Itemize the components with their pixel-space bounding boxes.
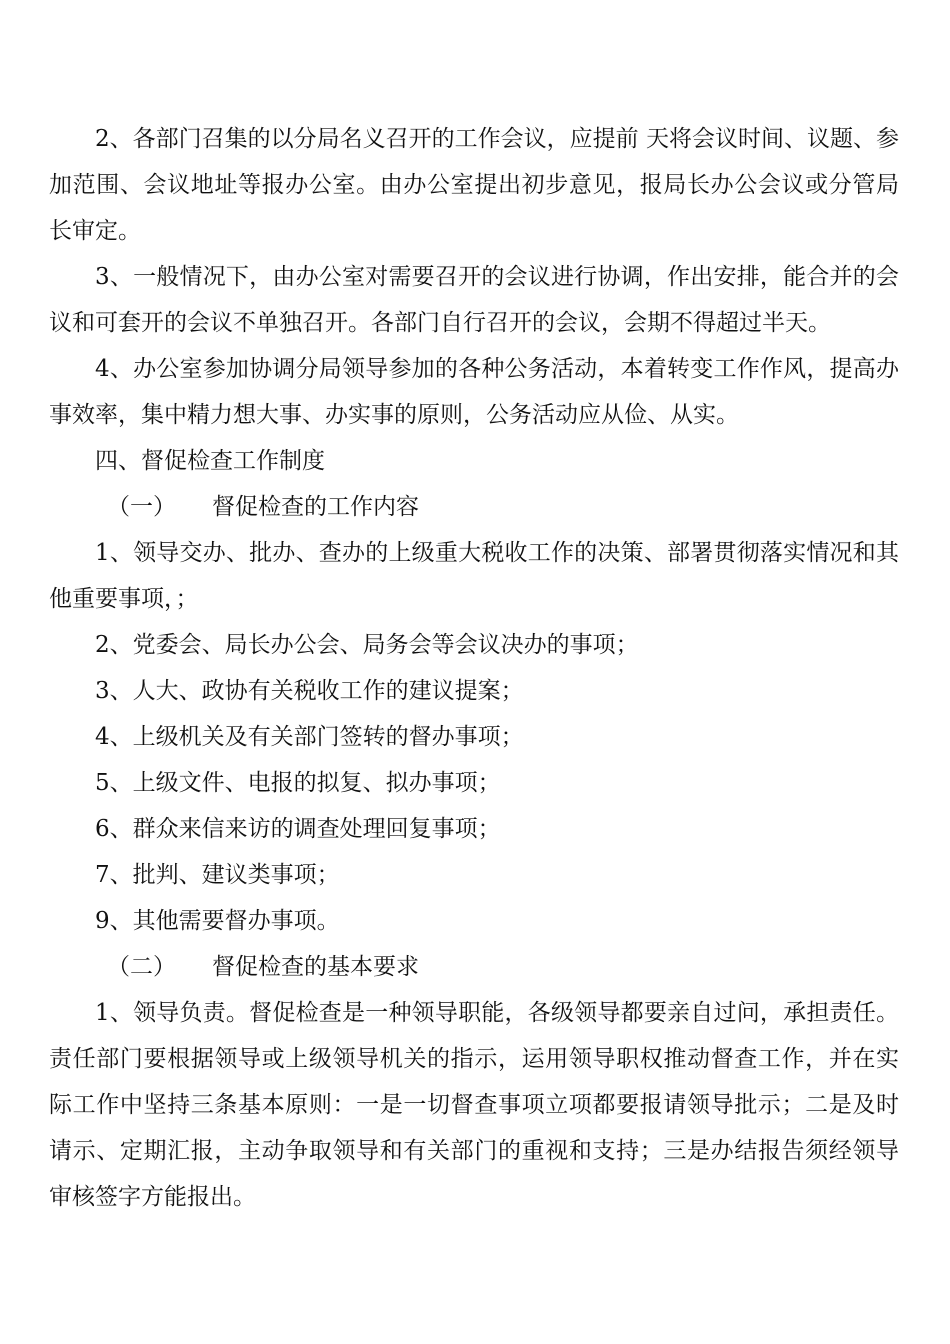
list-item: 9、其他需要督办事项。 [95, 908, 340, 934]
subheading-title: 督促检查的工作内容 [212, 494, 419, 520]
list-item: 2、党委会、局长办公会、局务会等会议决办的事项； [95, 632, 639, 658]
list-item: 7、批判、建议类事项； [95, 862, 340, 888]
paragraph-meeting-notice: 2、各部门召集的以分局名义召开的工作会议，应提前 天将会议时间、议题、参加范围、会议地址等报办公室。由办公室提出初步意见，报局长办公会议或分管局长审定。 [49, 126, 899, 244]
paragraph-leadership-responsibility: 1、领导负责。督促检查是一种领导职能，各级领导都要亲自过问，承担责任。责任部门要根据领导或上级领导机关的指示，运用领导职权推动督查工作，并在实际工作中坚持三条基本原则：一是一切督查事项立项都要报请领导批示；二是及时请示、定期汇报，主动争取领导和有关部门的重视和支持；三是办结报告须经领导审核签字方能报出。 [49, 1000, 899, 1210]
paragraph-meeting-coordination: 3、一般情况下，由办公室对需要召开的会议进行协调，作出安排，能合并的会议和可套开的会议不单独召开。各部门自行召开的会议，会期不得超过半天。 [49, 264, 899, 336]
subheading-title: 督促检查的基本要求 [212, 954, 419, 980]
document-body [49, 116, 899, 1220]
subheading-basic-requirements [49, 944, 899, 990]
list-item: 5、上级文件、电报的拟复、拟办事项； [95, 770, 501, 796]
list-item: 4、上级机关及有关部门签转的督办事项； [95, 724, 524, 750]
section-heading-supervision: 四、督促检查工作制度 [95, 448, 325, 474]
list-item: 3、人大、政协有关税收工作的建议提案； [95, 678, 524, 704]
subheading-number: （二） [107, 954, 176, 980]
paragraph-official-activities: 4、办公室参加协调分局领导参加的各种公务活动，本着转变工作作风，提高办事效率，集中精力想大事、办实事的原则，公务活动应从俭、从实。 [49, 356, 899, 428]
list-item: 6、群众来信来访的调查处理回复事项； [95, 816, 501, 842]
subheading-work-content [49, 484, 899, 530]
list-item: 1、领导交办、批办、查办的上级重大税收工作的决策、部署贯彻落实情况和其他重要事项，； [49, 540, 899, 612]
subheading-number: （一） [107, 494, 176, 520]
